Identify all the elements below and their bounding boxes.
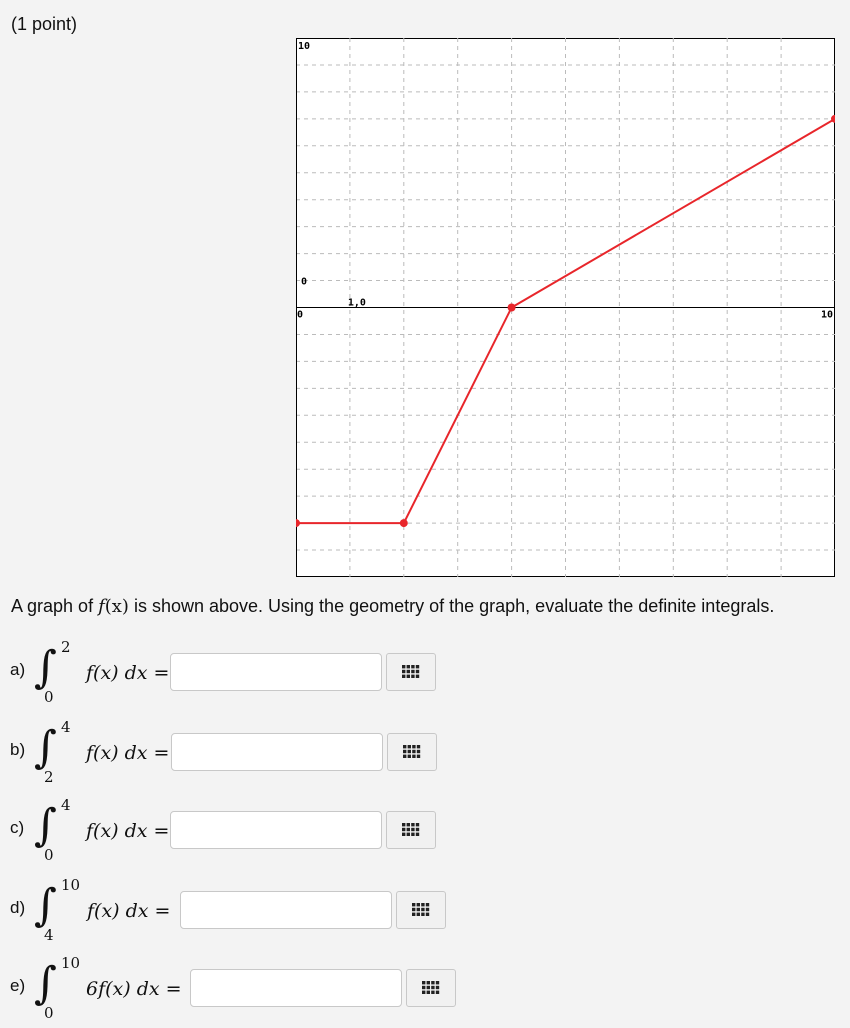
- points-label: (1 point): [11, 14, 78, 34]
- equation-palette-button[interactable]: [386, 811, 436, 849]
- integrand: f(x) dx =: [87, 900, 171, 922]
- prompt-fx: f: [98, 596, 105, 617]
- answer-input[interactable]: [180, 891, 392, 929]
- integral-sign: ∫: [34, 722, 57, 773]
- equation-palette-button[interactable]: [396, 891, 446, 929]
- answer-input[interactable]: [171, 733, 383, 771]
- curve-point: [400, 519, 408, 527]
- integrand: f(x) dx =: [86, 742, 170, 764]
- lower-limit: 0: [44, 688, 54, 706]
- function-graph: [296, 38, 835, 577]
- upper-limit: 10: [61, 876, 81, 894]
- lower-limit: 2: [44, 768, 54, 786]
- question-row: [0, 712, 850, 792]
- question-label: e): [10, 976, 26, 995]
- integral-sign: ∫: [34, 880, 57, 931]
- grid-palette-icon: [402, 823, 420, 837]
- equation-palette-button[interactable]: [406, 969, 456, 1007]
- prompt-text: [11, 596, 774, 617]
- integrand: f(x) dx =: [86, 820, 170, 842]
- answer-input[interactable]: [170, 653, 382, 691]
- question-label: d): [10, 898, 26, 917]
- integrand: 6f(x) dx =: [86, 978, 182, 1000]
- question-label: a): [10, 660, 26, 679]
- upper-limit: 2: [61, 638, 71, 656]
- equation-palette-button[interactable]: [387, 733, 437, 771]
- grid-palette-icon: [422, 981, 440, 995]
- x-tick-right: 10: [820, 309, 833, 321]
- lower-limit: 4: [44, 926, 54, 944]
- question-row: [0, 948, 850, 1028]
- grid-palette-icon: [412, 903, 430, 917]
- x-tick-scale: 1,0: [347, 297, 366, 309]
- grid-palette-icon: [402, 665, 420, 679]
- lower-limit: 0: [44, 1004, 54, 1022]
- answer-input[interactable]: [190, 969, 402, 1007]
- question-label: c): [10, 818, 25, 837]
- equation-palette-button[interactable]: [386, 653, 436, 691]
- question-row: [0, 632, 850, 712]
- integral-sign: ∫: [34, 958, 57, 1009]
- y-tick-zero: 0: [301, 276, 308, 288]
- curve-point: [508, 304, 516, 312]
- prompt-arg: (x): [104, 596, 129, 617]
- question-row: [0, 870, 850, 950]
- prompt-after: is shown above. Using the geometry of the graph, evaluate the definite integrals.: [128, 596, 775, 616]
- question-label: b): [10, 740, 26, 759]
- integrand: f(x) dx =: [86, 662, 170, 684]
- integral-sign: ∫: [34, 642, 57, 693]
- y-tick-top: 10: [298, 41, 311, 52]
- answer-input[interactable]: [170, 811, 382, 849]
- upper-limit: 10: [61, 954, 81, 972]
- integral-sign: ∫: [34, 800, 57, 851]
- grid-palette-icon: [403, 745, 421, 759]
- question-row: [0, 790, 850, 870]
- lower-limit: 0: [44, 846, 54, 864]
- prompt-before: A graph of: [11, 596, 99, 616]
- upper-limit: 4: [61, 796, 71, 814]
- upper-limit: 4: [61, 718, 71, 736]
- x-tick-origin: 0: [297, 309, 304, 321]
